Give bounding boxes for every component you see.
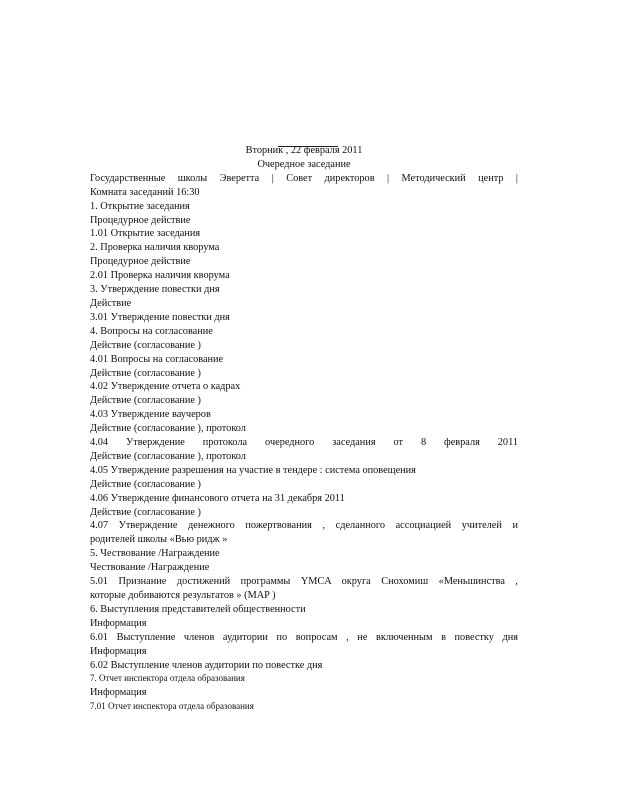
agenda-line: 4.03 Утверждение ваучеров [90,409,211,421]
room-time: Комната заседаний 16:30 [90,186,200,198]
agenda-line: Процедурное действие [90,214,191,226]
agenda-line: Действие (согласование ) [90,506,201,518]
agenda-line: 7.01 Отчет инспектора отдела образования [90,701,254,712]
agenda-list [90,200,518,715]
agenda-line: 1.01 Открытие заседания [90,228,201,240]
agenda-line: Действие (согласование ), протокол [90,423,246,435]
agenda-content [90,144,518,714]
meeting-type: Очередное заседание [257,158,351,170]
agenda-line: Чествование /Награждение [90,562,210,574]
agenda-line: Действие (согласование ) [90,478,201,490]
agenda-line: 7. Отчет инспектора отдела образования [90,673,245,684]
agenda-line: родителей школы «Вью ридж » [90,534,228,546]
agenda-line: Информация [90,645,147,657]
agenda-line: 5.01 Признание достижений программы YMCA округа Снохомиш «Меньшинства , [90,576,518,588]
agenda-line: Действие [90,297,132,309]
agenda-line: 4. Вопросы на согласование [90,325,213,337]
agenda-line: 2.01 Проверка наличия кворума [90,270,230,282]
agenda-line: Процедурное действие [90,256,191,268]
agenda-line: 3.01 Утверждение повестки дня [90,311,230,323]
agenda-line: которые добиваются результатов » (MAP ) [90,590,276,601]
agenda-line: Действие (согласование ) [90,339,201,351]
meeting-date: Вторник , 22 февраля 2011 [245,145,363,156]
agenda-line: 4.05 Утверждение разрешения на участие в тендере : система оповещения [90,464,416,476]
agenda-line: Информация [90,687,147,699]
agenda-line: 6. Выступления представителей общественности [90,603,306,615]
agenda-line: Действие (согласование ), протокол [90,450,246,462]
agenda-line: Действие (согласование ) [90,367,201,379]
agenda-line: 3. Утверждение повестки дня [90,284,220,296]
agenda-line: 4.06 Утверждение финансового отчета на 31 декабря 2011 [90,492,345,504]
organization-line: Государственные школы Эверетта | Совет директоров | Методический центр | [90,172,518,184]
agenda-line: 5. Чествование /Награждение [90,548,220,560]
agenda-line: 4.04 Утверждение протокола очередного заседания от 8 февраля 2011 [90,437,518,449]
agenda-line: Информация [90,617,147,629]
agenda-line: 4.07 Утверждение денежного пожертвования , сделанного ассоциацией учителей и [90,520,518,532]
agenda-line: 4.02 Утверждение отчета о кадрах [90,381,241,393]
agenda-line: 2. Проверка наличия кворума [90,242,220,254]
agenda-line: 6.02 Выступление членов аудитории по повестке дня [90,659,323,671]
agenda-line: 1. Открытие заседания [90,200,190,212]
agenda-line: 6.01 Выступление членов аудитории по вопросам , не включенным в повестку дня [90,631,518,643]
agenda-line: 4.01 Вопросы на согласование [90,353,224,365]
agenda-line: Действие (согласование ) [90,395,201,407]
